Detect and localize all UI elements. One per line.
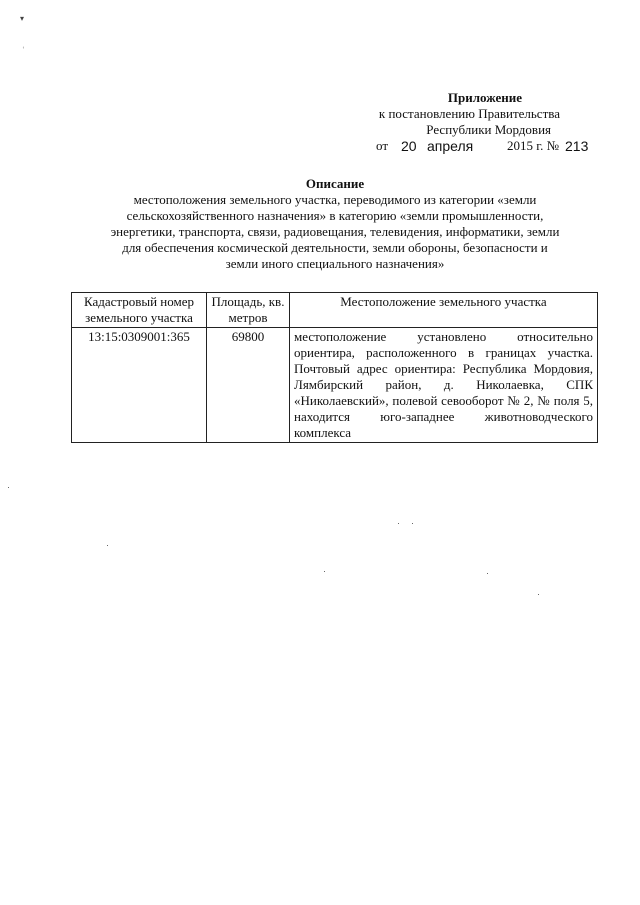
description-heading	[70, 176, 600, 272]
scan-speck	[538, 594, 539, 595]
scan-mark: ▾	[20, 14, 25, 23]
decree-date-line	[360, 138, 589, 156]
decree-month: апреля	[427, 138, 474, 154]
cell-location: местоположение установлено относительно ориентира, расположенного в границах участка. Почтовый адрес ориентира: Республика Мордовия, Лямбирский район, д. Николаевка, СПК «Николаевский», полевой севооборот № 2, № поля 5, находится юго-западнее животноводческого комплекса	[290, 328, 598, 443]
description-line: для обеспечения космической деятельности, земли обороны, безопасности и	[122, 240, 548, 255]
table-header-row	[72, 293, 598, 328]
from-label: от	[376, 138, 389, 153]
description-line: местоположения земельного участка, переводимого из категории «земли	[133, 192, 537, 207]
header-cadastral: Кадастровый номер земельного участка	[72, 293, 207, 328]
description-line: энергетики, транспорта, связи, радиовещания, телевидения, информатики, земли	[110, 224, 560, 239]
description-line: сельскохозяйственного назначения» в категорию «земли промышленности,	[126, 208, 544, 223]
table-row	[72, 328, 598, 443]
header-location: Местоположение земельного участка	[290, 293, 598, 328]
appendix-title: Приложение	[447, 90, 522, 105]
description-line: земли иного специального назначения»	[225, 256, 445, 271]
appendix-line: Республики Мордовия	[426, 122, 551, 137]
cell-area: 69800	[207, 328, 290, 443]
decree-number: 213	[565, 138, 589, 154]
scan-speck	[107, 545, 108, 546]
scan-speck	[324, 571, 325, 572]
scan-mark: ˓	[22, 42, 25, 51]
decree-year: 2015 г. №	[507, 138, 560, 153]
scan-speck	[412, 523, 413, 524]
scan-speck	[487, 573, 488, 574]
appendix-block	[360, 90, 589, 156]
header-area: Площадь, кв. метров	[207, 293, 290, 328]
scan-speck	[398, 523, 399, 524]
appendix-line: к постановлению Правительства	[378, 106, 560, 121]
cell-cadastral: 13:15:0309001:365	[72, 328, 207, 443]
parcels-table	[71, 292, 598, 443]
description-title: Описание	[305, 176, 365, 191]
decree-day: 20	[401, 138, 417, 154]
scan-speck	[8, 487, 9, 488]
